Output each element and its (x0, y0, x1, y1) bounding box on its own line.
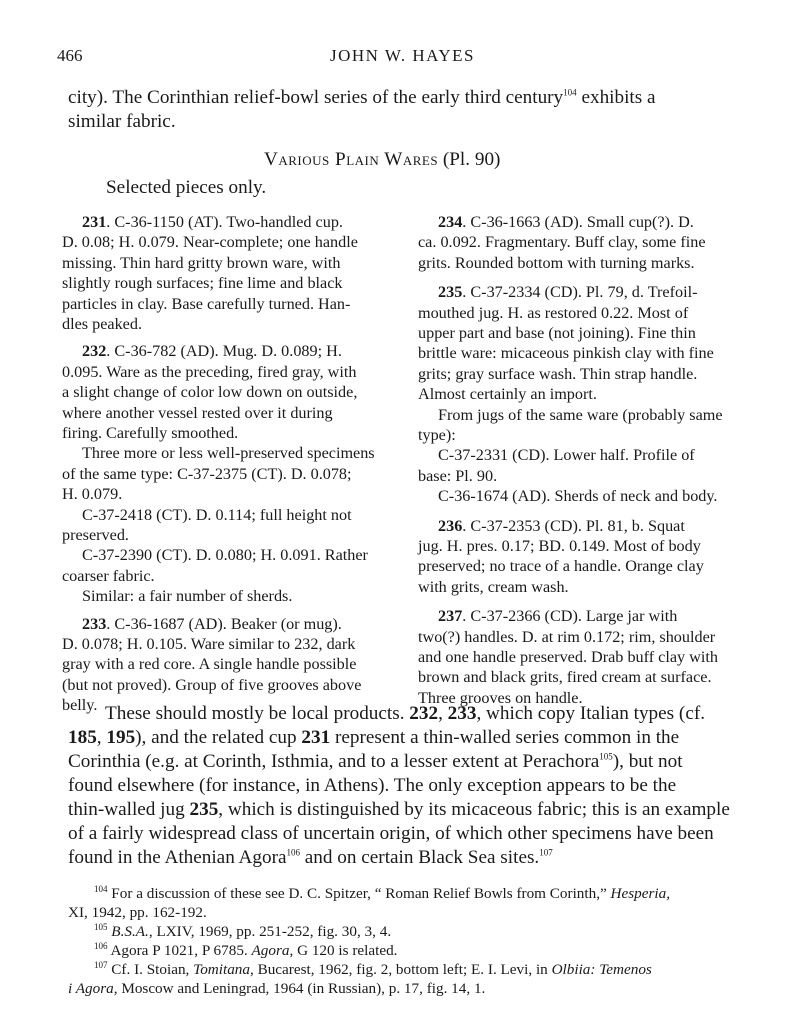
footnote-ref-104: 104 (563, 87, 577, 98)
catalogue-line: Three more or less well-preserved specimens (82, 444, 375, 462)
catalogue-line: base: Pl. 90. (418, 467, 498, 485)
catalogue-line: of the same type: C-37-2375 (CT). D. 0.078; (62, 465, 352, 483)
catalogue-line: 233. C-36-1687 (AD). Beaker (or mug). (82, 615, 342, 633)
footnote-107-cont: i Agora, Moscow and Leningrad, 1964 (in Russian), p. 17, fig. 14, 1. (68, 980, 486, 997)
catalogue-line: C-37-2390 (CT). D. 0.080; H. 0.091. Rather (82, 546, 368, 564)
catalogue-line: 236. C-37-2353 (CD). Pl. 81, b. Squat (438, 517, 685, 535)
catalogue-line: and one handle preserved. Drab buff clay with (418, 648, 718, 666)
catalogue-line: D. 0.08; H. 0.079. Near-complete; one handle (62, 233, 358, 251)
footnote-106: $^{106}$ Agora P 1021, P 6785. Agora, G 120 is related. (94, 940, 398, 959)
footnote-107: $^{107}$ Cf. I. Stoian, Tomitana, Bucarest, 1962, fig. 2, bottom left; E. I. Levi, in Olbiia: Temenos (94, 959, 652, 978)
footnote-105: $^{105}$ B.S.A., LXIV, 1969, pp. 251-252, fig. 30, 3, 4. (94, 921, 392, 940)
intro-line-2: similar fabric. (68, 111, 176, 132)
catalogue-line: particles in clay. Base carefully turned. Han- (62, 295, 351, 313)
catalogue-line: 235. C-37-2334 (CD). Pl. 79, d. Trefoil- (438, 283, 698, 301)
catalogue-number: 237 (438, 607, 463, 625)
catalogue-line: C-37-2331 (CD). Lower half. Profile of (438, 446, 695, 464)
intro-line-1: city). The Corinthian relief-bowl series of the early third century$^{104}$ exhibits a (68, 87, 656, 108)
running-head: JOHN W. HAYES (330, 46, 475, 65)
catalogue-line: gray with a red core. A single handle possible (62, 655, 357, 673)
catalogue-line: missing. Thin hard gritty brown ware, with (62, 254, 341, 272)
catalogue-number: 235 (438, 283, 463, 301)
catalogue-line: mouthed jug. H. as restored 0.22. Most of (418, 304, 689, 322)
catalogue-line: firing. Carefully smoothed. (62, 424, 239, 442)
catalogue-line: 0.095. Ware as the preceding, fired gray, with (62, 363, 357, 381)
catalogue-line: upper part and base (not joining). Fine thin (418, 324, 696, 342)
catalogue-line: jug. H. pres. 0.17; BD. 0.149. Most of body (418, 537, 701, 555)
section-title: Various Plain Wares (Pl. 90) (264, 149, 501, 170)
catalogue-line: where another vessel rested over it during (62, 404, 333, 422)
catalogue-line: From jugs of the same ware (probably same (438, 406, 723, 424)
catalogue-line: slightly rough surfaces; fine lime and black (62, 274, 343, 292)
conclusion-line-7: found in the Athenian Agora$^{106}$ and on certain Black Sea sites.$^{107}$ (68, 847, 553, 868)
catalogue-line: 231. C-36-1150 (AT). Two-handled cup. (82, 213, 343, 231)
conclusion-line-6: of a fairly widespread class of uncertain origin, of which other specimens have been (68, 823, 714, 844)
catalogue-line: C-37-2418 (CT). D. 0.114; full height not (82, 506, 352, 524)
catalogue-line: dles peaked. (62, 315, 143, 333)
catalogue-line: 232. C-36-782 (AD). Mug. D. 0.089; H. (82, 342, 342, 360)
catalogue-line: brittle ware: micaceous pinkish clay with fine (418, 344, 714, 362)
catalogue-line: two(?) handles. D. at rim 0.172; rim, shoulder (418, 628, 716, 646)
catalogue-number: 232 (82, 342, 107, 360)
catalogue-line: with grits, cream wash. (418, 578, 569, 596)
catalogue-number: 236 (438, 517, 463, 535)
catalogue-line: belly. (62, 696, 98, 714)
catalogue-line: 237. C-37-2366 (CD). Large jar with (438, 607, 678, 625)
footnote-104: $^{104}$ For a discussion of these see D. C. Spitzer, “ Roman Relief Bowls from Corinth,” Hesperia, (94, 883, 671, 902)
section-subtitle: Selected pieces only. (106, 177, 267, 198)
conclusion-line-2: 185, 195), and the related cup 231 represent a thin-walled series common in the (68, 727, 680, 748)
catalogue-line: (but not proved). Group of five grooves above (62, 676, 362, 694)
catalogue-line: a slight change of color low down on outside, (62, 383, 358, 401)
catalogue-number: 231 (82, 213, 107, 231)
catalogue-right-column (418, 212, 740, 707)
catalogue-number: 234 (438, 213, 463, 231)
footnote-104-cont: XI, 1942, pp. 162-192. (68, 904, 207, 921)
catalogue-line: brown and black grits, fired cream at surface. (418, 668, 712, 686)
catalogue-line: preserved; no trace of a handle. Orange clay (418, 557, 704, 575)
catalogue-number: 233 (82, 615, 107, 633)
catalogue-line: Three grooves on handle. (418, 689, 583, 707)
catalogue-left-column (62, 212, 392, 714)
conclusion-line-5: thin-walled jug 235, which is distinguished by its micaceous fabric; this is an example (68, 799, 730, 820)
catalogue-line: type): (418, 426, 456, 444)
conclusion-line-4: found elsewhere (for instance, in Athens). The only exception appears to be the (68, 775, 677, 796)
catalogue-line: D. 0.078; H. 0.105. Ware similar to 232, dark (62, 635, 356, 653)
catalogue-line: grits. Rounded bottom with turning marks. (418, 254, 695, 272)
catalogue-line: 234. C-36-1663 (AD). Small cup(?). D. (438, 213, 694, 231)
catalogue-line: coarser fabric. (62, 567, 155, 585)
catalogue-line: ca. 0.092. Fragmentary. Buff clay, some fine (418, 233, 706, 251)
catalogue-line: H. 0.079. (62, 485, 123, 503)
catalogue-line: C-36-1674 (AD). Sherds of neck and body. (438, 487, 718, 505)
catalogue-line: Similar: a fair number of sherds. (82, 587, 293, 605)
conclusion-line-3: Corinthia (e.g. at Corinth, Isthmia, and to a lesser extent at Perachora$^{105}$), but not (68, 751, 683, 772)
conclusion-line-1: These should mostly be local products. 232, 233, which copy Italian types (cf. (105, 703, 706, 724)
catalogue-line: Almost certainly an import. (418, 385, 597, 403)
page-number: 466 (57, 46, 83, 65)
catalogue-line: preserved. (62, 526, 129, 544)
catalogue-line: grits; gray surface wash. Thin strap handle. (418, 365, 698, 383)
